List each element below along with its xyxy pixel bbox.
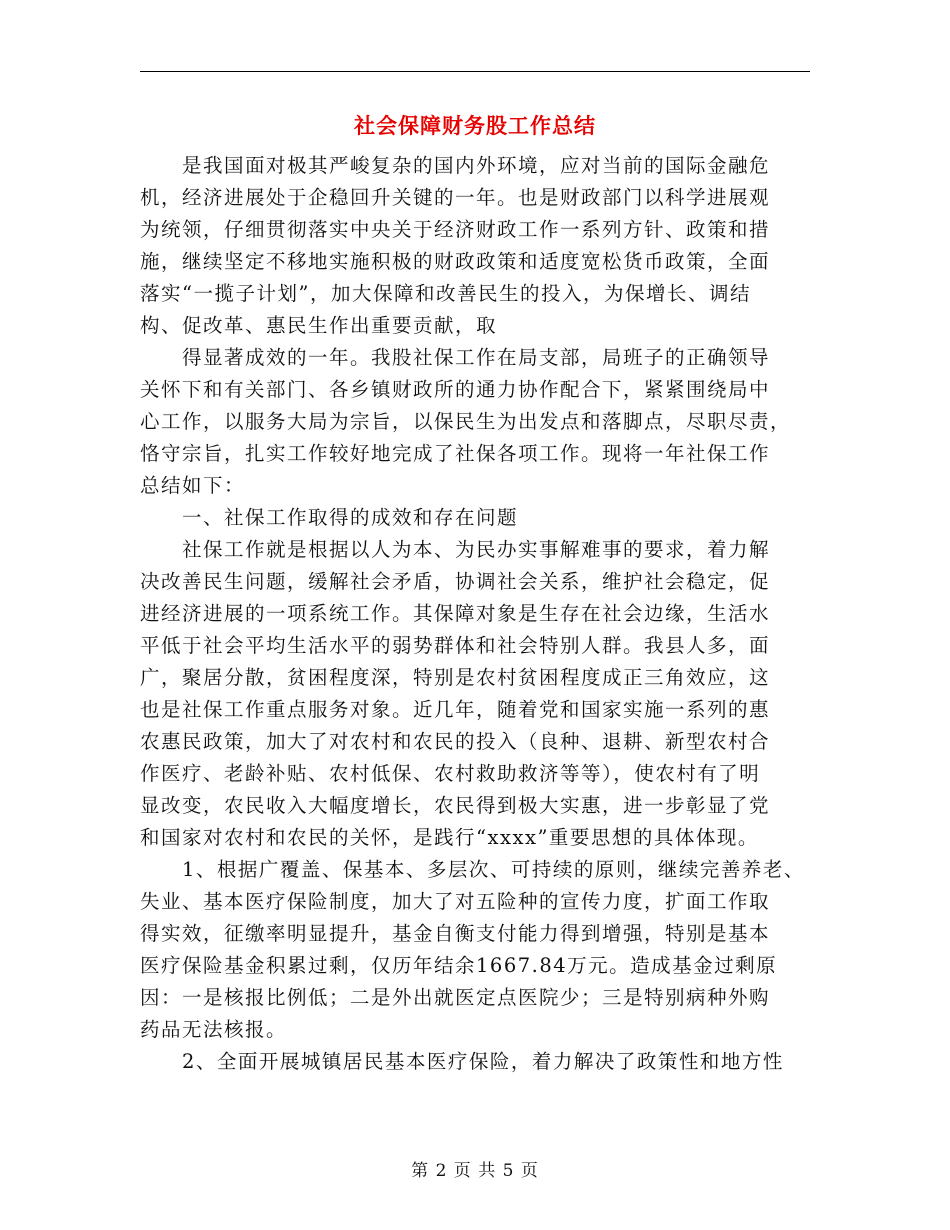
paragraph	[140, 342, 810, 502]
text-line: 心工作，以服务大局为宗旨，以保民生为出发点和落脚点，尽职尽责，	[140, 410, 792, 433]
text-line: 决改善民生问题，缓解社会矛盾，协调社会关系，维护社会稳定，促	[140, 570, 771, 593]
text-line: 显改变，农民收入大幅度增长，农民得到极大实惠，进一步彰显了党	[140, 794, 771, 817]
header-rule	[140, 71, 810, 72]
text-line: 机，经济进展处于企稳回升关键的一年。也是财政部门以科学进展观	[140, 186, 771, 209]
text-line: 也是社保工作重点服务对象。近几年，随着党和国家实施一系列的惠	[140, 698, 771, 721]
text-line: 因：一是核报比例低；二是外出就医定点医院少；三是特别病种外购	[140, 986, 771, 1009]
text-line: 是我国面对极其严峻复杂的国内外环境，应对当前的国际金融危	[182, 154, 771, 177]
paragraph	[140, 854, 810, 1046]
section-heading	[140, 502, 810, 534]
document-body	[140, 150, 810, 1078]
paragraph	[140, 534, 810, 854]
text-line: 和国家对农村和农民的关怀，是践行“xxxx”重要思想的具体体现。	[140, 826, 759, 849]
text-line: 广，聚居分散，贫困程度深，特别是农村贫困程度成正三角效应，这	[140, 666, 771, 689]
text-line: 落实“一揽子计划”，加大保障和改善民生的投入，为保增长、调结	[140, 282, 751, 305]
paragraph	[140, 150, 810, 342]
text-line: 构、促改革、惠民生作出重要贡献，取	[140, 314, 498, 337]
text-line: 进经济进展的一项系统工作。其保障对象是生存在社会边缘，生活水	[140, 602, 771, 625]
text-line: 施，继续坚定不移地实施积极的财政政策和适度宽松货币政策，全面	[140, 250, 771, 273]
text-line: 总结如下：	[140, 474, 246, 497]
text-line: 得实效，征缴率明显提升，基金自衡支付能力得到增强，特别是基本	[140, 922, 771, 945]
text-line: 恪守宗旨，扎实工作较好地完成了社保各项工作。现将一年社保工作	[140, 442, 771, 465]
text-line: 医疗保险基金积累过剩，仅历年结余1667.84万元。造成基金过剩原	[140, 954, 778, 977]
text-line: 平低于社会平均生活水平的弱势群体和社会特别人群。我县人多，面	[140, 634, 771, 657]
text-line: 作医疗、老龄补贴、农村低保、农村救助救济等等），使农村有了明	[140, 762, 761, 785]
document-title: 社会保障财务股工作总结	[354, 113, 596, 138]
text-line: 失业、基本医疗保险制度，加大了对五险种的宣传力度，扩面工作取	[140, 890, 771, 913]
text-line: 一、社保工作取得的成效和存在问题	[182, 506, 519, 529]
page-number: 第 2 页 共 5 页	[411, 1161, 539, 1181]
text-line: 关怀下和有关部门、各乡镇财政所的通力协作配合下，紧紧围绕局中	[140, 378, 771, 401]
text-line: 得显著成效的一年。我股社保工作在局支部，局班子的正确领导	[182, 346, 771, 369]
paragraph	[140, 1046, 810, 1078]
text-line: 2、全面开展城镇居民基本医疗保险，着力解决了政策性和地方性	[182, 1050, 784, 1073]
text-line: 社保工作就是根据以人为本、为民办实事解难事的要求，着力解	[182, 538, 771, 561]
text-line: 农惠民政策，加大了对农村和农民的投入（良种、退耕、新型农村合	[140, 730, 771, 753]
text-line: 药品无法核报。	[140, 1018, 288, 1041]
text-line: 1、根据广覆盖、保基本、多层次、可持续的原则，继续完善养老、	[182, 858, 805, 881]
text-line: 为统领，仔细贯彻落实中央关于经济财政工作一系列方针、政策和措	[140, 218, 771, 241]
